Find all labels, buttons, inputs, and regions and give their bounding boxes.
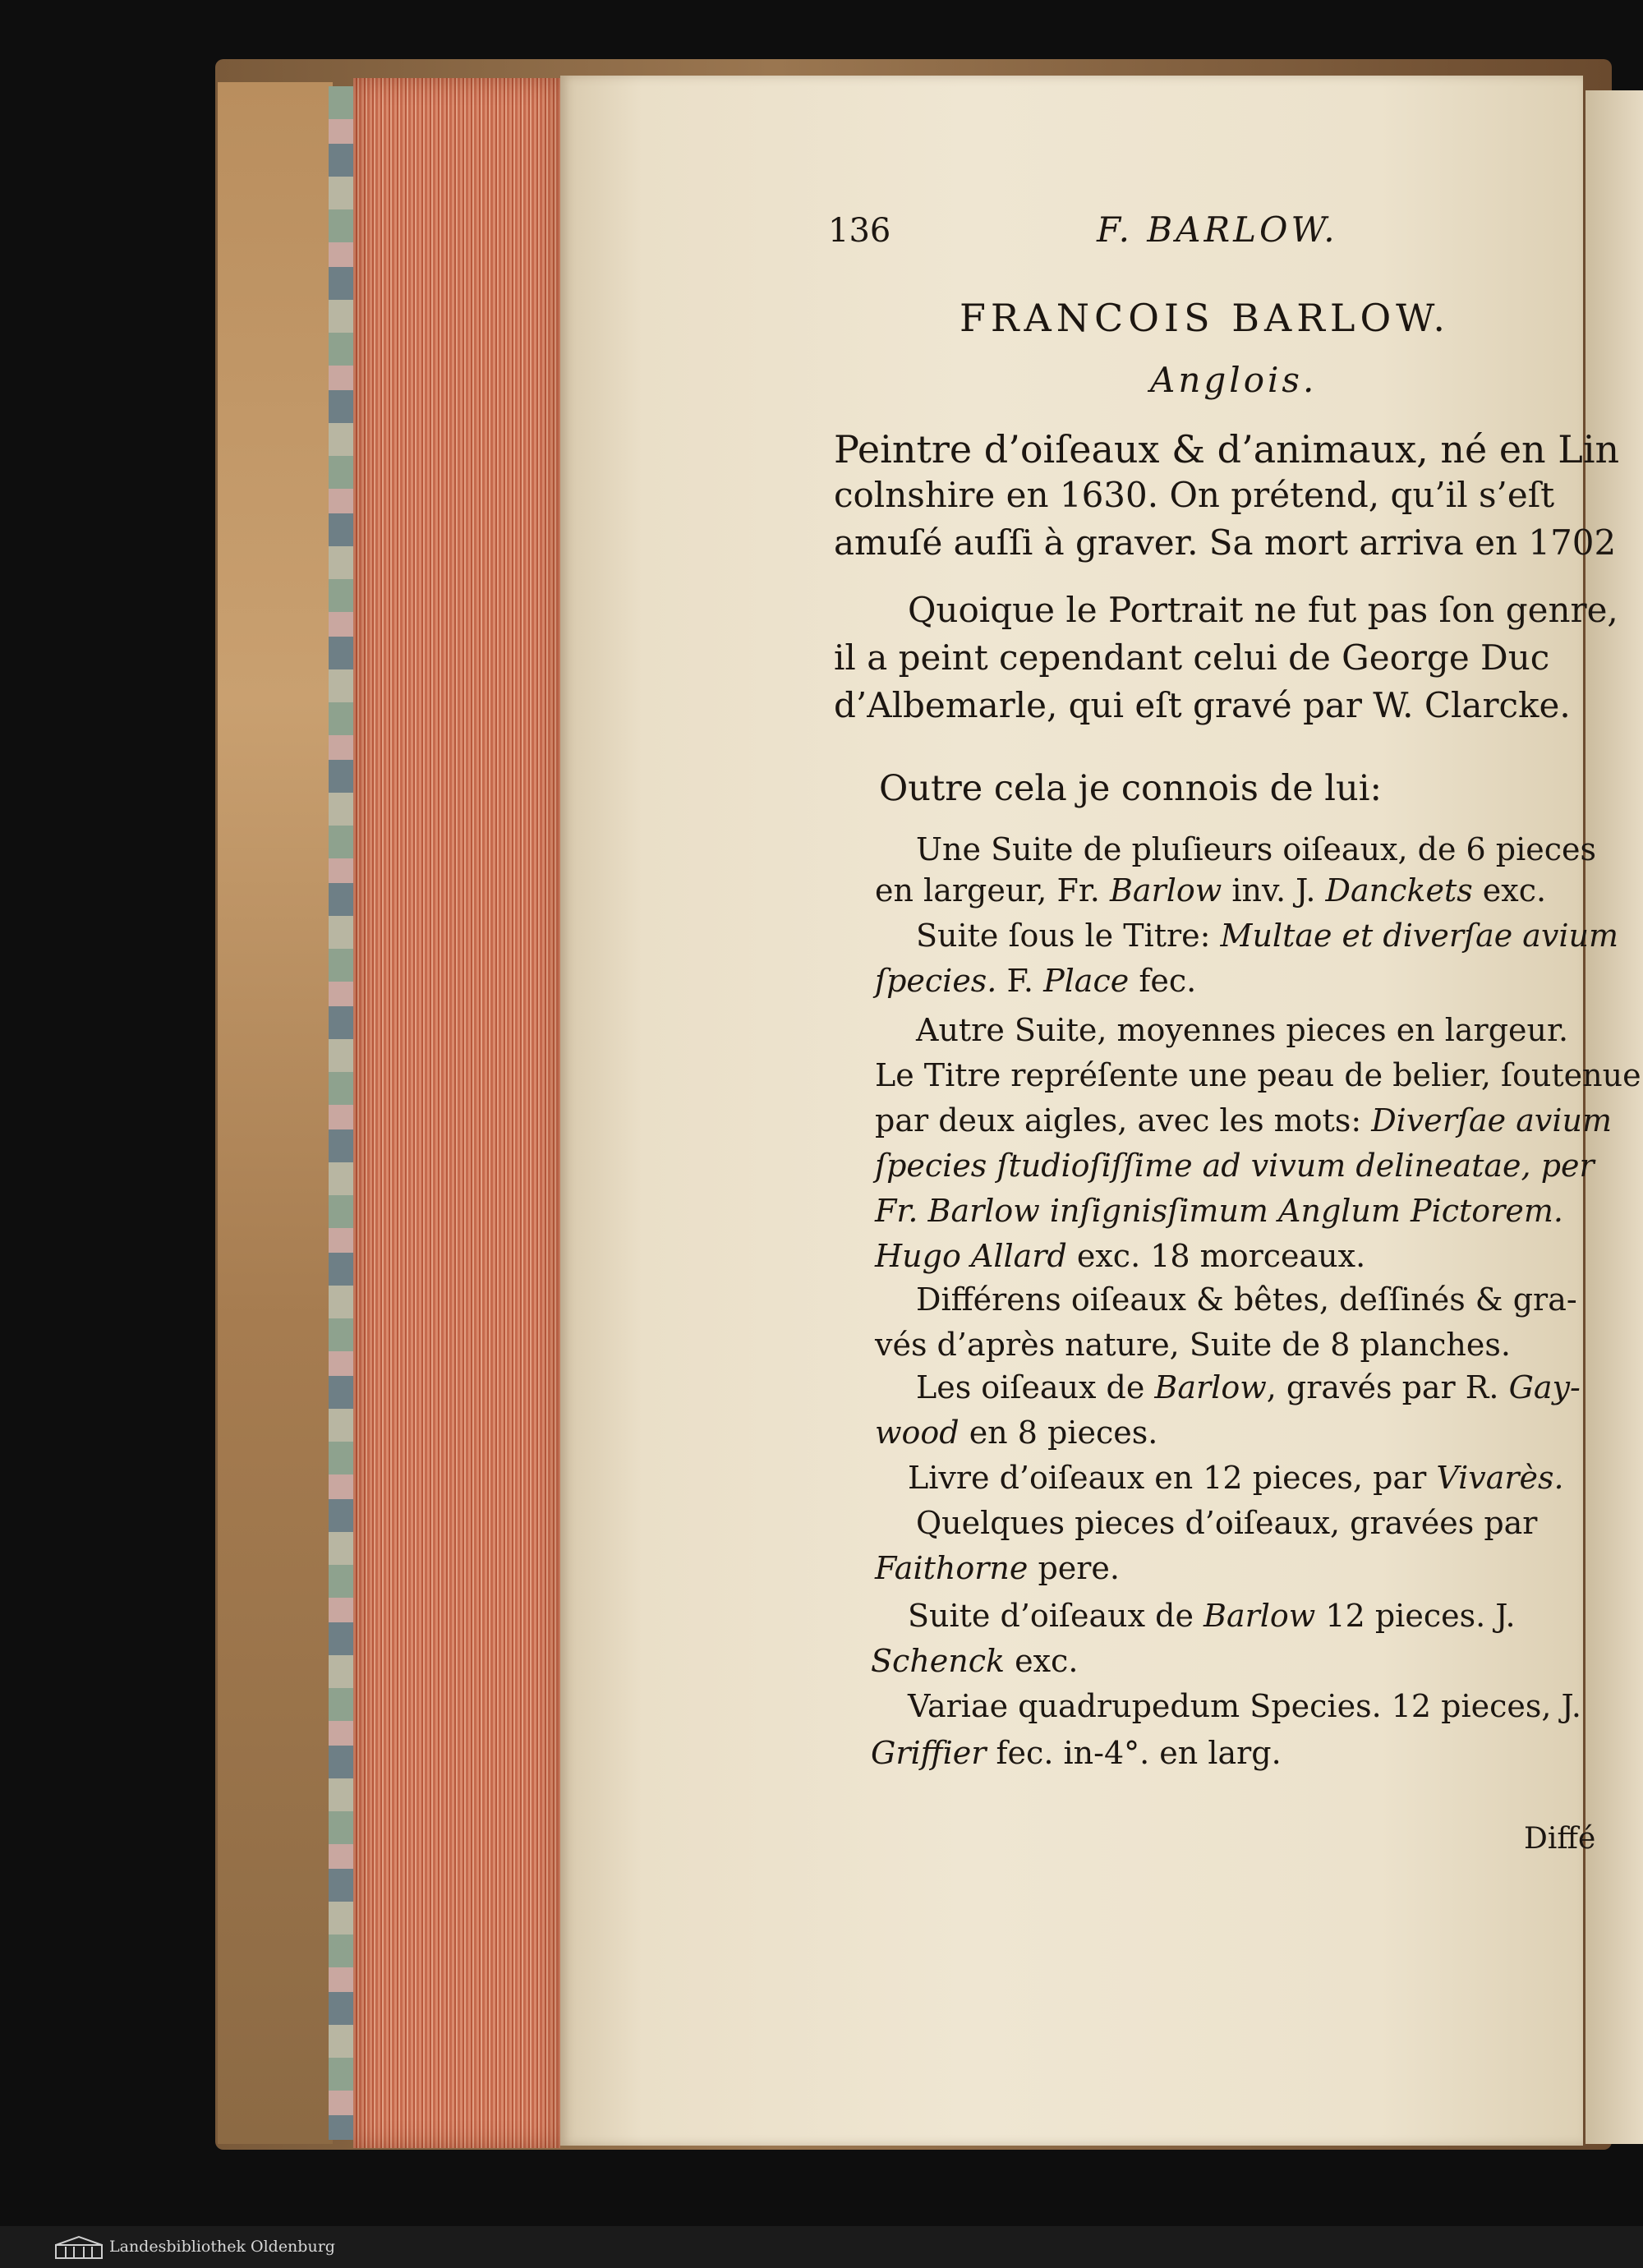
entry-line: Hugo Allard exc. 18 morceaux. (875, 1238, 1366, 1274)
entry-line: Schenck exc. (871, 1643, 1079, 1679)
entry-line: Le Titre repréſente une peau de belier, ſoutenue (875, 1057, 1641, 1093)
entry-line: Griffier fec. in-4°. en larg. (871, 1735, 1282, 1771)
section-intro: Outre cela je connois de lui: (879, 768, 1382, 809)
library-name: Landesbibliothek Oldenburg (109, 2238, 335, 2256)
entry-line: ſpecies ſtudioſiſſime ad vivum delineatae, per (875, 1148, 1595, 1184)
entry-line: Faithorne pere. (875, 1550, 1120, 1586)
running-head: F. BARLOW. (1097, 209, 1338, 250)
page-edges (353, 78, 560, 2148)
text-line: colnshire en 1630. On prétend, qu’il s’eſt (834, 475, 1555, 515)
entry-line: Quelques pieces d’oiſeaux, gravées par (916, 1505, 1538, 1541)
entry-line: Suite ſous le Titre: Multae et diverſae avium (916, 918, 1619, 954)
entry-line: en largeur, Fr. Barlow inv. J. Danckets exc. (875, 872, 1547, 909)
text-line: amuſé auſſi à graver. Sa mort arriva en 1702 (834, 522, 1617, 563)
text-line: Peintre d’oiſeaux & d’animaux, né en Lin (834, 427, 1620, 472)
page-number: 136 (828, 212, 891, 250)
entry-line: Les oiſeaux de Barlow, gravés par R. Gay- (916, 1369, 1581, 1405)
entry-line: Livre d’oiſeaux en 12 pieces, par Vivarès. (908, 1460, 1564, 1496)
entry-line: wood en 8 pieces. (875, 1415, 1158, 1451)
entry-line: Une Suite de pluſieurs oiſeaux, de 6 pieces (916, 831, 1597, 867)
cover-board (218, 82, 333, 2144)
entry-line: Différens oiſeaux & bêtes, deſſinés & gra- (916, 1281, 1577, 1318)
text-line: d’Albemarle, qui eſt gravé par W. Clarcke. (834, 685, 1571, 725)
entry-line: Fr. Barlow inſignisſimum Anglum Pictorem. (875, 1193, 1563, 1229)
library-logo-icon (54, 2235, 104, 2260)
entry-line: vés d’après nature, Suite de 8 planches. (875, 1327, 1511, 1363)
entry-line: Suite d’oiſeaux de Barlow 12 pieces. J. (908, 1598, 1516, 1634)
entry-line: par deux aigles, avec les mots: Diverſae avium (875, 1102, 1613, 1139)
entry-line: Autre Suite, moyennes pieces en largeur. (916, 1012, 1569, 1048)
text-line: Quoique le Portrait ne fut pas ſon genre, (908, 590, 1618, 630)
catchword: Diffé (1524, 1822, 1596, 1856)
text-line: il a peint cependant celui de George Duc (834, 637, 1550, 678)
article-title: FRANCOIS BARLOW. (960, 296, 1451, 340)
article-subtitle: Anglois. (1150, 360, 1318, 400)
entry-line: Variae quadrupedum Species. 12 pieces, J. (908, 1688, 1581, 1724)
entry-line: ſpecies. F. Place fec. (875, 963, 1197, 999)
marbled-endpaper (329, 86, 353, 2140)
